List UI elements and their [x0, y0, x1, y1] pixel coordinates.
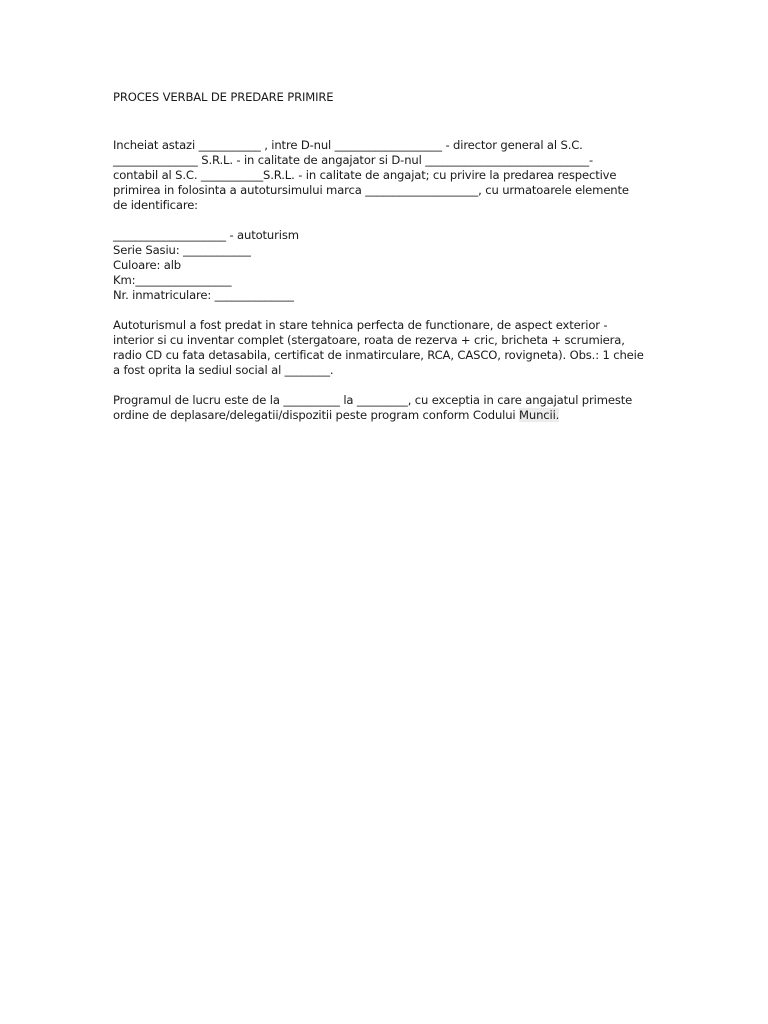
- document-title: PROCES VERBAL DE PREDARE PRIMIRE: [113, 90, 334, 104]
- condition-paragraph: [113, 318, 653, 378]
- highlighted-text[interactable]: Muncii.: [519, 408, 560, 422]
- paragraph-line: de identificare:: [113, 198, 198, 212]
- identification-item: Nr. inmatriculare: ______________: [113, 288, 294, 302]
- paragraph-line: primirea in folosinta a autotursimului marca ____________________, cu urmatoarele elemente: [113, 183, 629, 197]
- paragraph-line: Autoturismul a fost predat in stare tehnica perfecta de functionare, de aspect exterior -: [113, 318, 608, 332]
- identification-list: [113, 228, 653, 303]
- identification-item: Serie Sasiu: ____________: [113, 243, 251, 257]
- document-page: [113, 90, 653, 438]
- paragraph-line: [113, 408, 653, 423]
- paragraph-line: a fost oprita la sediul social al ________.: [113, 363, 334, 377]
- identification-item: Km:_________________: [113, 273, 232, 287]
- paragraph-line: interior si cu inventar complet (stergatoare, roata de rezerva + cric, bricheta + scrumiera,: [113, 333, 625, 347]
- paragraph-line: Programul de lucru este de la __________ la _________, cu exceptia in care angajatul primeste: [113, 393, 633, 407]
- paragraph-line: contabil al S.C. ___________S.R.L. - in calitate de angajat; cu privire la predarea respective: [113, 168, 617, 182]
- paragraph-line: radio CD cu fata detasabila, certificat de inmatirculare, RCA, CASCO, rovigneta). Obs.: 1 cheie: [113, 348, 644, 362]
- identification-item: ____________________ - autoturism: [113, 228, 299, 242]
- identification-item: Culoare: alb: [113, 258, 181, 272]
- paragraph-text: ordine de deplasare/delegatii/dispozitii peste program conform Codului: [113, 408, 520, 422]
- schedule-paragraph: [113, 393, 653, 423]
- paragraph-line: _______________ S.R.L. - in calitate de angajator si D-nul _____________________________-: [113, 153, 594, 167]
- paragraph-line: Incheiat astazi ___________ , intre D-nul ___________________ - director general al S.C.: [113, 138, 583, 152]
- intro-paragraph: [113, 138, 653, 213]
